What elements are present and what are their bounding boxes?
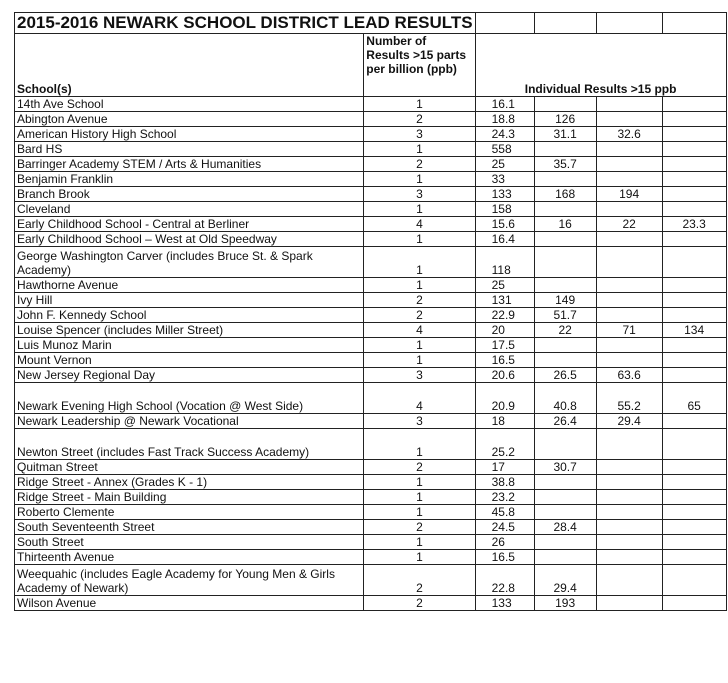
document-title: 2015-2016 NEWARK SCHOOL DISTRICT LEAD RESULTS [15,13,476,34]
title-blank-cell [596,13,662,34]
table-row [15,172,727,187]
table-row [15,490,727,505]
table-row [15,202,727,217]
result-count-cell: 1 [364,535,475,550]
individual-result-cell: 26 [475,535,534,550]
individual-result-cell: 194 [596,187,662,202]
table-row [15,535,727,550]
school-name-cell: Newton Street (includes Fast Track Success Academy) [15,429,364,460]
individual-result-cell [662,293,726,308]
table-row [15,460,727,475]
individual-result-cell: 30.7 [534,460,596,475]
individual-result-cell: 38.8 [475,475,534,490]
individual-result-cell [662,157,726,172]
individual-result-cell [662,505,726,520]
individual-result-cell: 65 [662,383,726,414]
individual-result-cell [662,308,726,323]
school-name-cell: John F. Kennedy School [15,308,364,323]
individual-result-cell: 15.6 [475,217,534,232]
individual-result-cell: 18 [475,414,534,429]
table-row [15,187,727,202]
school-name-cell: Early Childhood School – West at Old Speedway [15,232,364,247]
result-count-cell: 1 [364,97,475,112]
school-name-cell: Louise Spencer (includes Miller Street) [15,323,364,338]
individual-result-cell: 25 [475,157,534,172]
individual-result-cell [662,490,726,505]
table-row [15,475,727,490]
individual-result-cell: 133 [475,187,534,202]
title-blank-cell [662,13,726,34]
table-row [15,383,727,414]
individual-result-cell: 29.4 [534,565,596,596]
individual-result-cell: 22.9 [475,308,534,323]
lead-results-document [14,12,727,611]
individual-result-cell [662,112,726,127]
school-name-cell: Early Childhood School - Central at Berliner [15,217,364,232]
table-row [15,550,727,565]
table-row [15,217,727,232]
individual-result-cell: 22 [596,217,662,232]
school-name-cell: Wilson Avenue [15,596,364,611]
table-row [15,353,727,368]
result-count-cell: 1 [364,232,475,247]
result-count-cell: 3 [364,187,475,202]
school-name-cell: Cleveland [15,202,364,217]
individual-result-cell: 16.4 [475,232,534,247]
individual-result-cell: 22 [534,323,596,338]
result-count-cell: 4 [364,217,475,232]
individual-result-cell: 133 [475,596,534,611]
individual-result-cell [534,338,596,353]
lead-results-table [14,12,727,611]
individual-result-cell: 158 [475,202,534,217]
individual-result-cell: 17.5 [475,338,534,353]
individual-result-cell: 24.5 [475,520,534,535]
school-column-header: School(s) [15,34,364,97]
individual-result-cell [662,187,726,202]
table-row [15,278,727,293]
school-name-cell: Mount Vernon [15,353,364,368]
result-count-cell: 2 [364,157,475,172]
table-row [15,520,727,535]
individual-results-header: Individual Results >15 ppb [475,34,726,97]
individual-result-cell [596,475,662,490]
individual-result-cell [662,353,726,368]
individual-result-cell: 29.4 [596,414,662,429]
individual-result-cell [534,490,596,505]
individual-result-cell [596,505,662,520]
table-row [15,112,727,127]
school-name-cell: Abington Avenue [15,112,364,127]
school-name-cell: Newark Leadership @ Newark Vocational [15,414,364,429]
individual-result-cell: 134 [662,323,726,338]
individual-result-cell: 20 [475,323,534,338]
school-name-cell: Quitman Street [15,460,364,475]
title-blank-cell [475,13,534,34]
school-name-cell: Barringer Academy STEM / Arts & Humanities [15,157,364,172]
individual-result-cell [596,565,662,596]
individual-result-cell: 28.4 [534,520,596,535]
table-row [15,127,727,142]
individual-result-cell [596,353,662,368]
table-row [15,308,727,323]
school-name-cell: Bard HS [15,142,364,157]
school-name-cell: New Jersey Regional Day [15,368,364,383]
table-row [15,323,727,338]
individual-result-cell [596,172,662,187]
table-row [15,368,727,383]
result-count-cell: 4 [364,383,475,414]
result-count-cell: 1 [364,202,475,217]
individual-result-cell [662,368,726,383]
table-row [15,338,727,353]
individual-result-cell: 558 [475,142,534,157]
individual-result-cell [534,429,596,460]
school-name-cell: Hawthorne Avenue [15,278,364,293]
individual-result-cell: 168 [534,187,596,202]
individual-result-cell [534,475,596,490]
table-row [15,414,727,429]
school-name-cell: Newark Evening High School (Vocation @ West Side) [15,383,364,414]
individual-result-cell [596,550,662,565]
individual-result-cell [596,278,662,293]
individual-result-cell: 16.1 [475,97,534,112]
result-count-cell: 3 [364,368,475,383]
individual-result-cell: 193 [534,596,596,611]
school-name-cell: Ivy Hill [15,293,364,308]
individual-result-cell: 51.7 [534,308,596,323]
school-name-cell: Ridge Street - Main Building [15,490,364,505]
result-count-cell: 1 [364,338,475,353]
school-name-cell: South Seventeenth Street [15,520,364,535]
individual-result-cell [662,596,726,611]
individual-result-cell: 25 [475,278,534,293]
individual-result-cell: 25.2 [475,429,534,460]
individual-result-cell [662,565,726,596]
individual-result-cell: 32.6 [596,127,662,142]
individual-result-cell: 31.1 [534,127,596,142]
school-name-cell: Luis Munoz Marin [15,338,364,353]
result-count-cell: 1 [364,353,475,368]
individual-result-cell [534,278,596,293]
individual-result-cell [596,112,662,127]
individual-result-cell [662,97,726,112]
result-count-cell: 1 [364,429,475,460]
table-row [15,157,727,172]
individual-result-cell: 40.8 [534,383,596,414]
header-row [15,34,727,97]
individual-result-cell [596,142,662,157]
individual-result-cell: 55.2 [596,383,662,414]
result-count-cell: 2 [364,565,475,596]
individual-result-cell [662,475,726,490]
individual-result-cell [534,232,596,247]
individual-result-cell: 26.5 [534,368,596,383]
individual-result-cell [596,97,662,112]
result-count-cell: 1 [364,142,475,157]
result-count-cell: 1 [364,505,475,520]
individual-result-cell [662,172,726,187]
result-count-cell: 2 [364,112,475,127]
result-count-cell: 1 [364,490,475,505]
individual-result-cell: 126 [534,112,596,127]
individual-result-cell: 33 [475,172,534,187]
table-row [15,142,727,157]
result-count-cell: 2 [364,308,475,323]
school-name-cell: George Washington Carver (includes Bruce St. & Spark Academy) [15,247,364,278]
individual-result-cell [662,414,726,429]
title-blank-cell [534,13,596,34]
count-column-header: Number of Results >15 parts per billion (ppb) [364,34,475,97]
individual-result-cell: 18.8 [475,112,534,127]
school-name-cell: Weequahic (includes Eagle Academy for Young Men & Girls Academy of Newark) [15,565,364,596]
result-count-cell: 3 [364,127,475,142]
school-name-cell: Roberto Clemente [15,505,364,520]
individual-result-cell [662,127,726,142]
individual-result-cell [596,429,662,460]
individual-result-cell: 20.6 [475,368,534,383]
table-row [15,293,727,308]
table-row [15,429,727,460]
individual-result-cell: 149 [534,293,596,308]
table-row [15,247,727,278]
individual-result-cell [662,535,726,550]
school-name-cell: American History High School [15,127,364,142]
individual-result-cell [534,247,596,278]
individual-result-cell [596,247,662,278]
individual-result-cell [596,520,662,535]
individual-result-cell [596,293,662,308]
individual-result-cell [534,97,596,112]
individual-result-cell [596,490,662,505]
school-name-cell: Branch Brook [15,187,364,202]
individual-result-cell: 23.2 [475,490,534,505]
individual-result-cell: 26.4 [534,414,596,429]
result-count-cell: 1 [364,172,475,187]
table-row [15,565,727,596]
individual-result-cell [534,353,596,368]
individual-result-cell: 23.3 [662,217,726,232]
individual-result-cell [534,172,596,187]
individual-result-cell [662,550,726,565]
table-row [15,97,727,112]
individual-result-cell [534,142,596,157]
school-name-cell: South Street [15,535,364,550]
individual-result-cell [534,202,596,217]
individual-result-cell: 131 [475,293,534,308]
individual-result-cell [534,505,596,520]
individual-result-cell [662,338,726,353]
individual-result-cell [596,308,662,323]
result-count-cell: 1 [364,550,475,565]
individual-result-cell [662,460,726,475]
individual-result-cell [596,338,662,353]
individual-result-cell [596,232,662,247]
title-row [15,13,727,34]
result-count-cell: 2 [364,596,475,611]
individual-result-cell [662,247,726,278]
individual-result-cell [662,520,726,535]
result-count-cell: 2 [364,520,475,535]
result-count-cell: 4 [364,323,475,338]
individual-result-cell: 16.5 [475,550,534,565]
result-count-cell: 2 [364,293,475,308]
individual-result-cell: 24.3 [475,127,534,142]
individual-result-cell: 16.5 [475,353,534,368]
individual-result-cell: 17 [475,460,534,475]
result-count-cell: 2 [364,460,475,475]
school-name-cell: Thirteenth Avenue [15,550,364,565]
individual-result-cell [596,460,662,475]
individual-result-cell [662,232,726,247]
individual-result-cell: 45.8 [475,505,534,520]
table-row [15,232,727,247]
individual-result-cell: 16 [534,217,596,232]
result-count-cell: 1 [364,278,475,293]
individual-result-cell [534,535,596,550]
individual-result-cell [534,550,596,565]
table-row [15,505,727,520]
school-name-cell: Ridge Street - Annex (Grades K - 1) [15,475,364,490]
individual-result-cell [596,535,662,550]
school-name-cell: 14th Ave School [15,97,364,112]
individual-result-cell [662,429,726,460]
individual-result-cell [662,278,726,293]
result-count-cell: 3 [364,414,475,429]
individual-result-cell: 35.7 [534,157,596,172]
result-count-cell: 1 [364,247,475,278]
individual-result-cell [662,142,726,157]
school-name-cell: Benjamin Franklin [15,172,364,187]
individual-result-cell: 22.8 [475,565,534,596]
individual-result-cell [662,202,726,217]
result-count-cell: 1 [364,475,475,490]
individual-result-cell [596,596,662,611]
individual-result-cell: 71 [596,323,662,338]
individual-result-cell: 118 [475,247,534,278]
individual-result-cell [596,157,662,172]
individual-result-cell [596,202,662,217]
table-row [15,596,727,611]
individual-result-cell: 63.6 [596,368,662,383]
individual-result-cell: 20.9 [475,383,534,414]
